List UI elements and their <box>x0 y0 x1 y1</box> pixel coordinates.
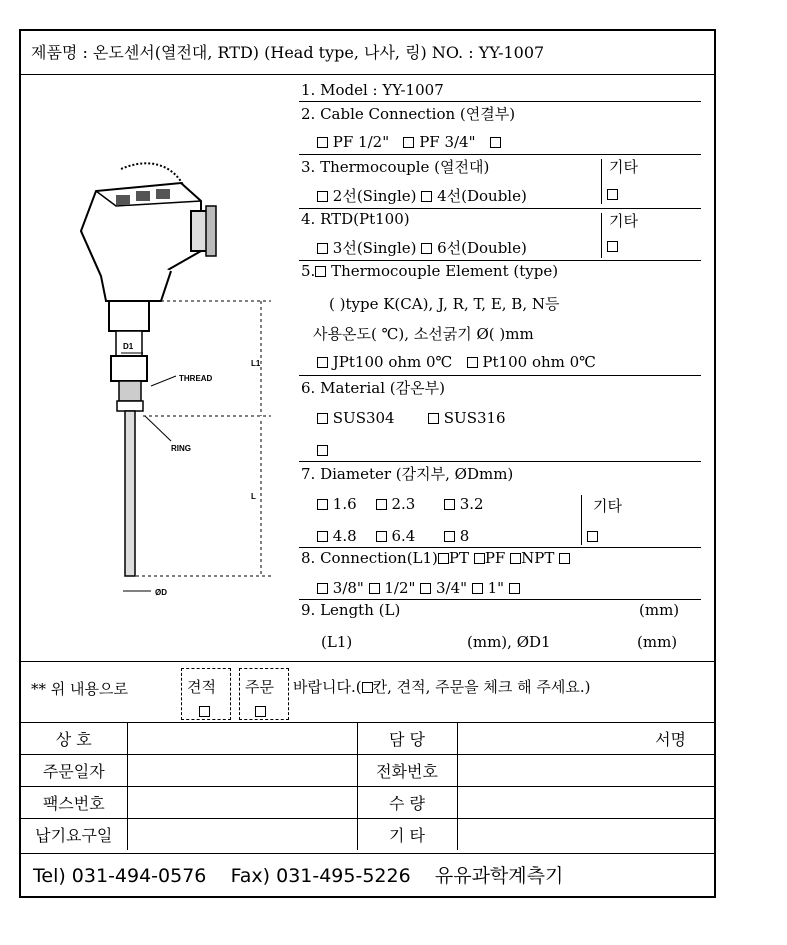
order-date-field[interactable] <box>127 755 357 787</box>
rtd-3wire-label: 3선(Single) <box>332 239 417 257</box>
tel-text: Tel) 031-494-0576 <box>33 865 207 887</box>
dia-6-4-checkbox[interactable] <box>376 531 387 542</box>
dia-6-4-label: 6.4 <box>391 527 416 545</box>
jpt100-checkbox[interactable] <box>317 357 328 368</box>
cable-other-checkbox[interactable] <box>490 137 501 148</box>
order-instruction-box <box>362 682 373 693</box>
signature-label: 서명 <box>655 730 686 749</box>
rtd-6wire-checkbox[interactable] <box>421 243 432 254</box>
length-l1: (L1) <box>321 633 353 651</box>
size-34-label: 3/4" <box>436 579 468 597</box>
cable-pf12-checkbox[interactable] <box>317 137 328 148</box>
customer-info-table <box>21 722 714 850</box>
dia-1-6-label: 1.6 <box>332 495 357 513</box>
order-form <box>19 29 716 898</box>
delivery-label: 납기요구일 <box>21 819 127 851</box>
table-row <box>21 723 714 755</box>
conn-pf-label: PF <box>484 549 506 567</box>
size-38-label: 3/8" <box>332 579 364 597</box>
phone-field[interactable] <box>457 755 714 787</box>
dia-3-2-label: 3.2 <box>459 495 484 513</box>
conn-pf-checkbox[interactable] <box>474 553 485 564</box>
element-temp-line: 사용온도( ℃), 소선굵기 Ø( )mm <box>313 325 534 343</box>
d1-label: D1 <box>123 342 134 351</box>
size-34-checkbox[interactable] <box>420 583 431 594</box>
size-12-label: 1/2" <box>384 579 416 597</box>
diameter-heading: 7. Diameter (감지부, ØDmm) <box>301 465 514 483</box>
table-row <box>21 755 714 787</box>
dia-other-label: 기타 <box>593 497 622 515</box>
connection-heading: 8. Connection(L1) <box>301 549 438 567</box>
etc-label: 기 타 <box>357 819 457 851</box>
order-order-checkbox[interactable] <box>255 706 266 717</box>
sensor-drawing <box>61 161 311 597</box>
order-prefix: ** 위 내용으로 <box>31 680 128 698</box>
element-type-line: ( )type K(CA), J, R, T, E, B, N등 <box>329 295 560 313</box>
sus304-checkbox[interactable] <box>317 413 328 424</box>
sus304-label: SUS304 <box>332 409 395 427</box>
element-number: 5. <box>301 262 316 280</box>
conn-pt-label: PT <box>448 549 470 567</box>
conn-pt-checkbox[interactable] <box>438 553 449 564</box>
dia-8-label: 8 <box>459 527 470 545</box>
cable-pf34-checkbox[interactable] <box>403 137 414 148</box>
fax-field[interactable] <box>127 787 357 819</box>
phone-label: 전화번호 <box>357 755 457 787</box>
size-12-checkbox[interactable] <box>369 583 380 594</box>
tc-4wire-checkbox[interactable] <box>421 191 432 202</box>
cable-pf12-label: PF 1/2" <box>332 133 390 151</box>
length-d1-unit: (mm) <box>637 633 678 651</box>
conn-other-checkbox[interactable] <box>559 553 570 564</box>
l1-label: L1 <box>251 359 261 368</box>
company-field[interactable] <box>127 723 357 755</box>
conn-npt-checkbox[interactable] <box>510 553 521 564</box>
tc-other-checkbox[interactable] <box>607 189 618 200</box>
dia-1-6-checkbox[interactable] <box>317 499 328 510</box>
tc-4wire-label: 4선(Double) <box>437 187 527 205</box>
element-heading: Thermocouple Element (type) <box>331 262 559 280</box>
material-heading: 6. Material (감온부) <box>301 379 445 397</box>
tc-other-label: 기타 <box>609 158 638 176</box>
order-date-label: 주문일자 <box>21 755 127 787</box>
dia-4-8-label: 4.8 <box>332 527 357 545</box>
cable-pf34-label: PF 3/4" <box>419 133 476 151</box>
dia-2-3-checkbox[interactable] <box>376 499 387 510</box>
table-row <box>21 819 714 851</box>
dia-other-checkbox[interactable] <box>587 531 598 542</box>
ring-label: RING <box>171 444 191 453</box>
signature-field[interactable] <box>457 723 714 755</box>
rtd-6wire-label: 6선(Double) <box>437 239 527 257</box>
order-suffix2: 칸, 견적, 주문을 체크 해 주세요.) <box>372 678 591 696</box>
tc-2wire-checkbox[interactable] <box>317 191 328 202</box>
form-title: 제품명 : 온도센서(열전대, RTD) (Head type, 나사, 링) NO. : YY-1007 <box>21 31 714 75</box>
dia-3-2-checkbox[interactable] <box>444 499 455 510</box>
size-38-checkbox[interactable] <box>317 583 328 594</box>
order-order-label: 주문 <box>245 678 274 696</box>
size-1-label: 1" <box>487 579 505 597</box>
dia-2-3-label: 2.3 <box>391 495 416 513</box>
thermocouple-heading: 3. Thermocouple (열전대) <box>301 158 490 176</box>
l-label: L <box>251 492 256 501</box>
order-request <box>21 661 714 723</box>
rtd-3wire-checkbox[interactable] <box>317 243 328 254</box>
quantity-field[interactable] <box>457 787 714 819</box>
dia-8-checkbox[interactable] <box>444 531 455 542</box>
pt100-label: Pt100 ohm 0℃ <box>482 353 596 371</box>
sus316-checkbox[interactable] <box>428 413 439 424</box>
fax-text: Fax) 031-495-5226 <box>230 865 411 887</box>
table-row <box>21 787 714 819</box>
size-other-checkbox[interactable] <box>509 583 520 594</box>
element-checkbox[interactable] <box>315 266 326 277</box>
material-other-checkbox[interactable] <box>317 445 328 456</box>
rtd-heading: 4. RTD(Pt100) <box>301 210 410 228</box>
tc-2wire-label: 2선(Single) <box>332 187 417 205</box>
fax-label: 팩스번호 <box>21 787 127 819</box>
thread-label: THREAD <box>179 374 213 383</box>
model-line: 1. Model : YY-1007 <box>301 81 444 99</box>
company-label: 상 호 <box>21 723 127 755</box>
etc-field[interactable] <box>457 819 714 851</box>
length-unit: (mm) <box>639 601 680 619</box>
size-1-checkbox[interactable] <box>472 583 483 594</box>
contact-footer <box>21 853 714 898</box>
rtd-other-label: 기타 <box>609 212 638 230</box>
pt100-checkbox[interactable] <box>467 357 478 368</box>
delivery-field[interactable] <box>127 819 357 851</box>
order-suffix: 바랍니다.( <box>293 678 362 696</box>
quantity-label: 수 량 <box>357 787 457 819</box>
manager-label: 담 당 <box>357 723 457 755</box>
length-l1-unit: (mm), ØD1 <box>467 633 551 651</box>
jpt100-label: JPt100 ohm 0℃ <box>332 353 453 371</box>
conn-npt-label: NPT <box>521 549 555 567</box>
company-name: 유유과학계측기 <box>434 865 564 887</box>
order-quote-checkbox[interactable] <box>199 706 210 717</box>
length-heading: 9. Length (L) <box>301 601 401 619</box>
od-label: ØD <box>155 588 167 597</box>
order-quote-label: 견적 <box>187 678 216 696</box>
dia-4-8-checkbox[interactable] <box>317 531 328 542</box>
sus316-label: SUS316 <box>443 409 506 427</box>
rtd-other-checkbox[interactable] <box>607 241 618 252</box>
cable-heading: 2. Cable Connection (연결부) <box>301 105 516 123</box>
